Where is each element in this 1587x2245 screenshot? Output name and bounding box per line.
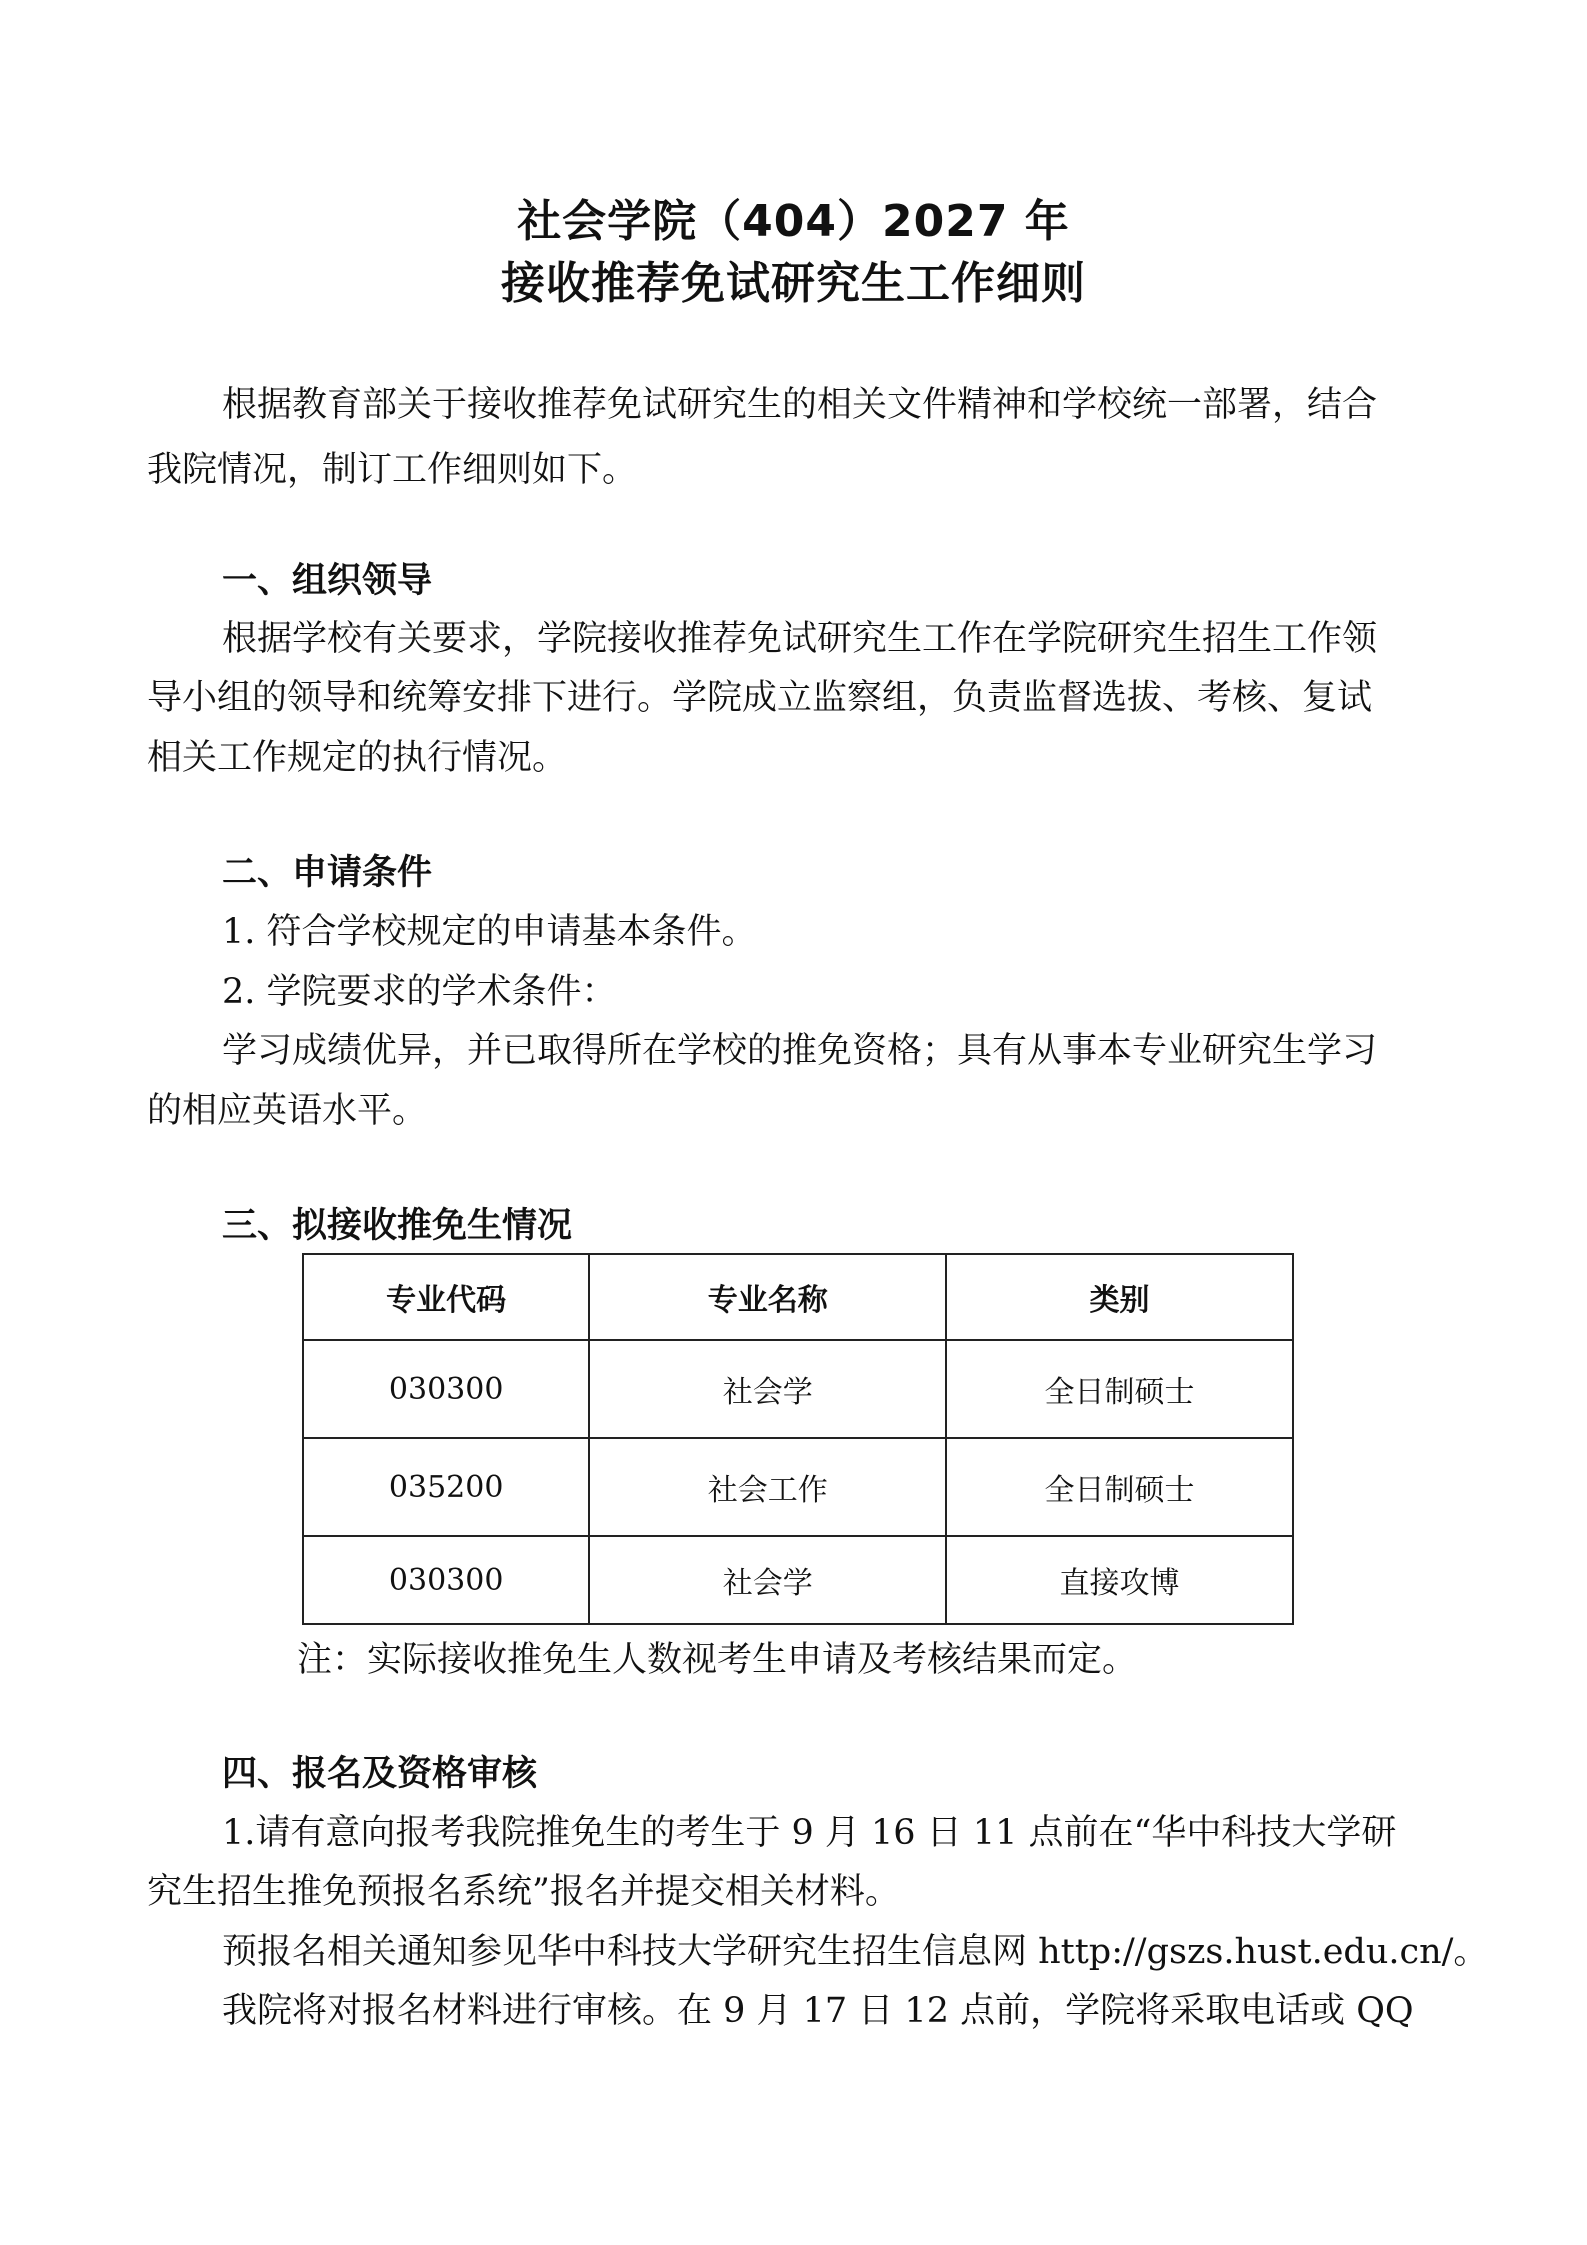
section4-paragraph-line: 我院将对报名材料进行审核。在 9 月 17 日 12 点前，学院将采取电话或 QQ xyxy=(222,1991,1414,2031)
table-cell: 035200 xyxy=(303,1438,589,1536)
table-cell: 直接攻博 xyxy=(946,1536,1293,1624)
table-header-row xyxy=(303,1254,1293,1340)
table-cell: 030300 xyxy=(303,1536,589,1624)
table-cell: 社会学 xyxy=(589,1536,946,1624)
table-cell: 全日制硕士 xyxy=(946,1340,1293,1438)
majors-table xyxy=(302,1253,1294,1625)
section2-item-2: 2. 学院要求的学术条件： xyxy=(222,972,617,1012)
table-cell: 社会学 xyxy=(589,1340,946,1438)
document-title-line2: 接收推荐免试研究生工作细则 xyxy=(501,258,1086,309)
section-heading-requirements: 二、申请条件 xyxy=(222,853,433,893)
section1-paragraph-line: 导小组的领导和统筹安排下进行。学院成立监察组，负责监督选拔、考核、复试 xyxy=(147,678,1373,718)
section4-paragraph-line: 1.请有意向报考我院推免生的考生于 9 月 16 日 11 点前在“华中科技大学研 xyxy=(222,1813,1397,1853)
table-header-cell: 专业名称 xyxy=(589,1254,946,1340)
intro-line-2: 我院情况，制订工作细则如下。 xyxy=(147,450,638,490)
section2-paragraph-line: 的相应英语水平。 xyxy=(147,1091,428,1131)
table-cell: 全日制硕士 xyxy=(946,1438,1293,1536)
section2-paragraph-line: 学习成绩优异，并已取得所在学校的推免资格；具有从事本专业研究生学习 xyxy=(222,1031,1378,1071)
section1-paragraph-line: 相关工作规定的执行情况。 xyxy=(147,738,568,778)
section4-paragraph-line: 预报名相关通知参见华中科技大学研究生招生信息网 http://gszs.hust.edu.cn/。 xyxy=(222,1932,1489,1972)
section-heading-registration: 四、报名及资格审核 xyxy=(222,1754,538,1794)
section4-paragraph-line: 究生招生推免预报名系统”报名并提交相关材料。 xyxy=(147,1872,900,1912)
table-header-cell: 类别 xyxy=(946,1254,1293,1340)
document-title-line1: 社会学院（404）2027 年 xyxy=(517,196,1070,247)
section1-paragraph-line: 根据学校有关要求，学院接收推荐免试研究生工作在学院研究生招生工作领 xyxy=(222,619,1378,659)
table-cell: 社会工作 xyxy=(589,1438,946,1536)
table-row xyxy=(303,1536,1293,1624)
section-heading-admission-plan: 三、拟接收推免生情况 xyxy=(222,1206,573,1246)
table-header-cell: 专业代码 xyxy=(303,1254,589,1340)
section2-item-1: 1. 符合学校规定的申请基本条件。 xyxy=(222,912,757,952)
table-row xyxy=(303,1438,1293,1536)
table-note: 注：实际接收推免生人数视考生申请及考核结果而定。 xyxy=(297,1640,1138,1680)
section-heading-organization: 一、组织领导 xyxy=(222,561,433,601)
intro-line-1: 根据教育部关于接收推荐免试研究生的相关文件精神和学校统一部署，结合 xyxy=(222,385,1378,425)
table-cell: 030300 xyxy=(303,1340,589,1438)
table-row xyxy=(303,1340,1293,1438)
